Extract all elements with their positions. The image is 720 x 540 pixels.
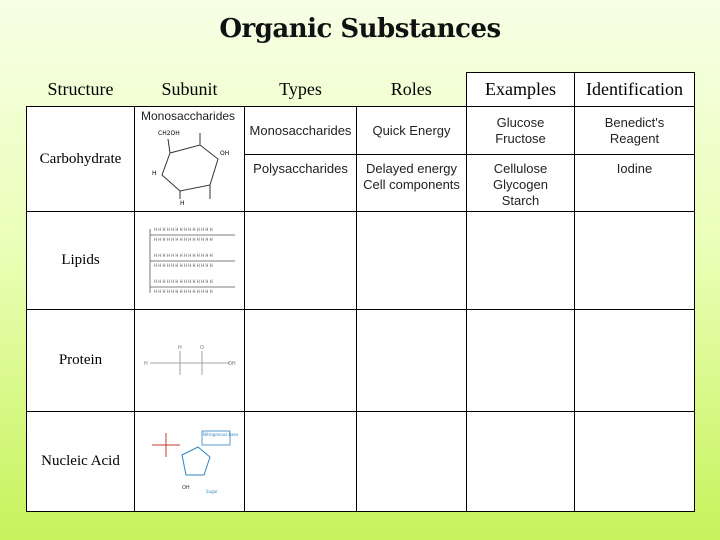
svg-text:Nitrogenous base: Nitrogenous base [202, 431, 238, 437]
carbohydrate-role-1: Quick Energy [357, 107, 467, 155]
row-label-nucleic-acid: Nucleic Acid [27, 412, 135, 512]
svg-text:H H H H H H H H H H H H H H: H H H H H H H H H H H H H H [153, 278, 213, 284]
svg-text:CH2OH: CH2OH [157, 130, 180, 137]
lipids-structure-cell [135, 212, 245, 310]
svg-text:H H H H H H H H H H H H H H: H H H H H H H H H H H H H H [153, 226, 213, 232]
svg-text:O: O [199, 344, 204, 351]
header-roles: Roles [390, 78, 432, 99]
protein-roles [357, 310, 467, 412]
carbohydrate-identification-1: Benedict's Reagent [575, 107, 695, 155]
nucleic-acid-identification [575, 412, 695, 512]
nucleic-acid-types [245, 412, 357, 512]
svg-text:H: H [143, 360, 148, 367]
svg-text:OH: OH [227, 360, 236, 367]
header-structure: Structure [47, 78, 114, 99]
svg-text:OH: OH [219, 150, 229, 157]
organic-substances-table [26, 72, 695, 512]
svg-text:H H H H H H H H H H H H H H: H H H H H H H H H H H H H H [153, 252, 213, 258]
carbohydrate-identification-2: Iodine [575, 155, 695, 212]
svg-text:Sugar: Sugar [205, 488, 218, 494]
svg-text:H: H [179, 200, 185, 207]
lipids-examples [467, 212, 575, 310]
header-examples: Examples [467, 73, 575, 107]
carbohydrate-type-1: Monosaccharides [245, 107, 357, 155]
protein-types [245, 310, 357, 412]
carbohydrate-examples-1: Glucose Fructose [467, 107, 575, 155]
carbohydrate-type-2: Polysaccharides [245, 155, 357, 212]
nucleic-acid-roles [357, 412, 467, 512]
header-identification: Identification [575, 73, 695, 107]
nucleotide-structure [140, 427, 240, 497]
row-label-protein: Protein [27, 310, 135, 412]
svg-text:H H H H H H H H H H H H H H: H H H H H H H H H H H H H H [153, 262, 213, 268]
svg-text:H: H [151, 170, 157, 177]
lipids-types [245, 212, 357, 310]
glucose-ring-structure [140, 125, 240, 211]
svg-text:OH: OH [181, 484, 190, 491]
lipid-structure [140, 221, 240, 301]
carbohydrate-subunit: Monosaccharides [141, 109, 236, 123]
header-subunit: Subunit [161, 78, 218, 99]
carbohydrate-role-2: Delayed energy Cell components [357, 155, 467, 212]
protein-structure-cell [135, 310, 245, 412]
page-title: Organic Substances [219, 14, 501, 44]
header-types: Types [279, 78, 322, 99]
amino-acid-structure [140, 341, 240, 381]
nucleic-acid-examples [467, 412, 575, 512]
nucleic-acid-structure-cell [135, 412, 245, 512]
row-label-lipids: Lipids [27, 212, 135, 310]
carbohydrate-subunit-cell [135, 107, 245, 212]
lipids-identification [575, 212, 695, 310]
lipids-roles [357, 212, 467, 310]
row-label-carbohydrate: Carbohydrate [27, 107, 135, 212]
carbohydrate-examples-2: Cellulose Glycogen Starch [467, 155, 575, 212]
protein-identification [575, 310, 695, 412]
svg-text:H H H H H H H H H H H H H H: H H H H H H H H H H H H H H [153, 236, 213, 242]
protein-examples [467, 310, 575, 412]
svg-text:H H H H H H H H H H H H H H: H H H H H H H H H H H H H H [153, 288, 213, 294]
svg-text:H: H [177, 344, 182, 351]
